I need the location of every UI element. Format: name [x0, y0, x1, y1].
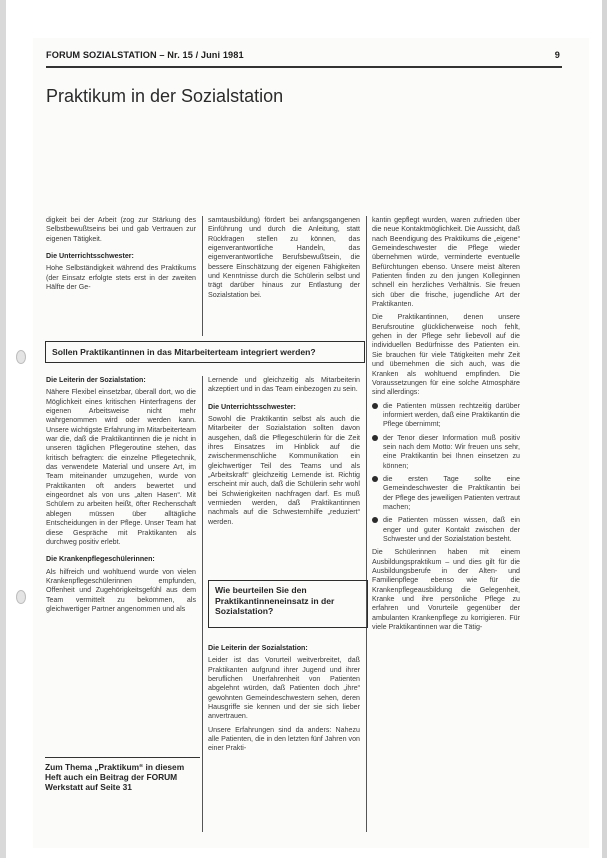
scan-left-edge — [0, 0, 6, 858]
paragraph: Als hilfreich und wohltuend wurde von vielen Krankenpflegeschülerinnen empfunden, Offenheit und Zugehörigkeitsgefühl aus dem Team vermittelt zu bekommen, als gleichwertiger Partner angenommen und als — [46, 567, 196, 613]
column-divider — [366, 216, 367, 832]
column-2-middle — [208, 376, 360, 574]
paragraph: Nähere Flexibel einsetzbar, überall dort, wo die Möglichkeit eines kritischen Hinterfragens der eigenen Arbeitsweise nicht mehr wahrgenommen wird oder werden kann. Unsere wichtigste Erfahrung im Mitarbeiterteam war die, daß die Praktikantinnen die je nicht in unseren täglichen Pflegeroutine stehen, das kritisch befragten: die einzelne Pflegetechnik, das verwendete Material und unsere Art, im Team miteinander umzugehen, wurde von Praktikanten oft anders bewertet und eingeordnet als von uns „alten Hasen“. Mit Schülern zu arbeiten heißt, öfter Rechenschaft ablegen müssen über alltägliche Entscheidungen in der Pflege. Unser Team hat diese Gespräche mit Praktikanten als durchweg positiv erlebt. — [46, 388, 196, 546]
column-divider — [202, 216, 203, 336]
scan-right-edge — [602, 0, 607, 858]
note-text: Zum Thema „Praktikum“ in diesem Heft auch ein Beitrag der FORUM Werkstatt auf Seite 31 — [45, 762, 185, 793]
page-number: 9 — [554, 50, 560, 60]
question-box — [208, 580, 368, 628]
paragraph: Hohe Selbständigkeit während des Praktikums (der Einsatz erfolgte stets erst in der zweiten Hälfte der Ge- — [46, 264, 196, 292]
paragraph: Die Schülerinnen haben mit einem Ausbildungspraktikum – und dies gilt für die Ausbildungsberufe in der Alten- und Familienpflege ebenso wie für die Krankenpflegeausbildung die Gelegenheit, Kranke und ihre persönliche Pflege zu erfahren und Vorurteile gegenüber der ambulanten Krankenpflege zu korrigieren. Für viele Praktikantinnen war die Tätig- — [372, 548, 520, 632]
column-1-upper — [46, 216, 196, 336]
paragraph: Lernende und gleichzeitig als Mitarbeiterin akzeptiert und in das Team einbezogen zu sein. — [208, 376, 360, 394]
paragraph: digkeit bei der Arbeit (zog zur Stärkung des Selbstbewußtseins bei und gab Vertrauen zur eigenen Tätigkeit. — [46, 216, 196, 243]
bullet-icon — [372, 517, 378, 523]
speaker-label: Die Unterrichtsschwester: — [208, 402, 296, 411]
cross-reference-note — [45, 757, 200, 793]
column-3 — [372, 216, 520, 836]
question-box — [45, 341, 365, 363]
header-rule — [46, 66, 562, 68]
paragraph: Unsere Erfahrungen sind da anders: Nahezu alle Patienten, die in den letzten fünf Jahren von einer Prakti- — [208, 725, 360, 753]
bullet-list — [372, 402, 520, 545]
running-head — [46, 50, 560, 64]
paragraph: samtausbildung) fördert bei anfangsgangenen Einführung und durch die Anleitung, statt Rückfragen stellen zu können, das eigenverantwortliche Handeln, das eigenverantwortliche Berufsbewußtsein, die bessere Einschätzung der eigenen Fähigkeiten und Kenntnisse durch die Schülerin selbst und trägt darüber hinaus zur Entlastung der Sozialstation bei. — [208, 216, 360, 299]
paragraph: Sowohl die Praktikantin selbst als auch die Mitarbeiter der Sozialstation sollten davon ausgehen, daß die Pflegeschülerin für die Zeit ihres Einsatzes im Hinblick auf die zwischenmenschliche Kommunikation ein gleichwertiger Teil des Teams und als „Arbeitskraft“ gleichzeitig Lernende ist. Richtig erscheint mir auch, daß die Schülerin sehr wohl bei Schwierigkeiten nachfragen darf. Es muß vermieden werden, daß Praktikantinnen nachmals auf die Schwesternhilfe „reduziert“ werden. — [208, 415, 360, 526]
speaker-label: Die Leiterin der Sozialstation: — [46, 376, 146, 384]
paragraph: kantin gepflegt wurden, waren zufrieden über die neue Kontaktmöglichkeit. Die Aussicht, daß nach Beendigung des Praktikums die „eigene“ Gemeindeschwester die Pflege wieder übernehmen würde, verminderte eventuelle Befürchtungen ebenso. Unsere meist älteren Patienten finden zu den jungen Kolleginnen schnell ein herzliches Verhältnis. Sie freuen sich über die frische, jugendliche Art der Praktikanten. — [372, 216, 520, 309]
speaker-label: Die Krankenpflegeschülerinnen: — [46, 555, 155, 564]
column-2-upper — [208, 216, 360, 336]
paragraph: Leider ist das Vorurteil weitverbreitet, daß Praktikanten aufgrund ihrer Jugend und ihrer beruflichen Unerfahrenheit von Patienten abgelehnt würden, daß Patienten doch „ihre“ gewohnten Gemeindeschwestern sehen, deren Hausgriffe sie kennen und der sie sich lieber anvertrauen. — [208, 656, 360, 721]
bullet-icon — [372, 476, 378, 482]
punch-hole — [16, 590, 26, 604]
article-title: Praktikum in der Sozialstation — [46, 86, 284, 106]
question-text: Wie beurteilen Sie den Praktikantinneneinsatz in der Sozialstation? — [215, 585, 335, 617]
journal-title: FORUM SOZIALSTATION – Nr. 15 / Juni 1981 — [46, 50, 244, 60]
bullet-icon — [372, 403, 378, 409]
question-text: Sollen Praktikantinnen in das Mitarbeiterteam integriert werden? — [52, 347, 316, 357]
column-2-lower — [208, 644, 360, 836]
speaker-label: Die Unterrichtsschwester: — [46, 252, 134, 261]
bullet-icon — [372, 435, 378, 441]
speaker-label: Die Leiterin der Sozialstation: — [208, 644, 308, 652]
list-item: die Patienten müssen rechtzeitig darüber informiert werden, daß eine Praktikantin die Pflege übernimmt; — [372, 402, 520, 430]
list-item: die ersten Tage sollte eine Gemeindeschwester die Praktikantin bei der Pflege des jeweiligen Patienten vertraut machen; — [372, 475, 520, 512]
column-1-lower — [46, 376, 196, 752]
column-divider — [202, 376, 203, 832]
paragraph: Die Praktikantinnen, denen unsere Berufsroutine glücklicherweise noch fehlt, gehen in der Pflege sehr liebevoll auf die individuellen Bedürfnisse des Patienten ein. Sie brauchen für viele Tätigkeiten mehr Zeit und übernehmen die sich auch, was die Kranken als wohltuend empfinden. Die Voraussetzungen für eine solche Atmosphäre sind allerdings: — [372, 313, 520, 397]
punch-hole — [16, 350, 26, 364]
list-item: der Tenor dieser Information muß positiv sein nach dem Motto: Wir freuen uns sehr, eine Praktikantin bei Ihnen einsetzen zu können; — [372, 434, 520, 471]
list-item: die Patienten müssen wissen, daß ein enger und guter Kontakt zwischen der Schwester und der Sozialstation besteht. — [372, 516, 520, 544]
